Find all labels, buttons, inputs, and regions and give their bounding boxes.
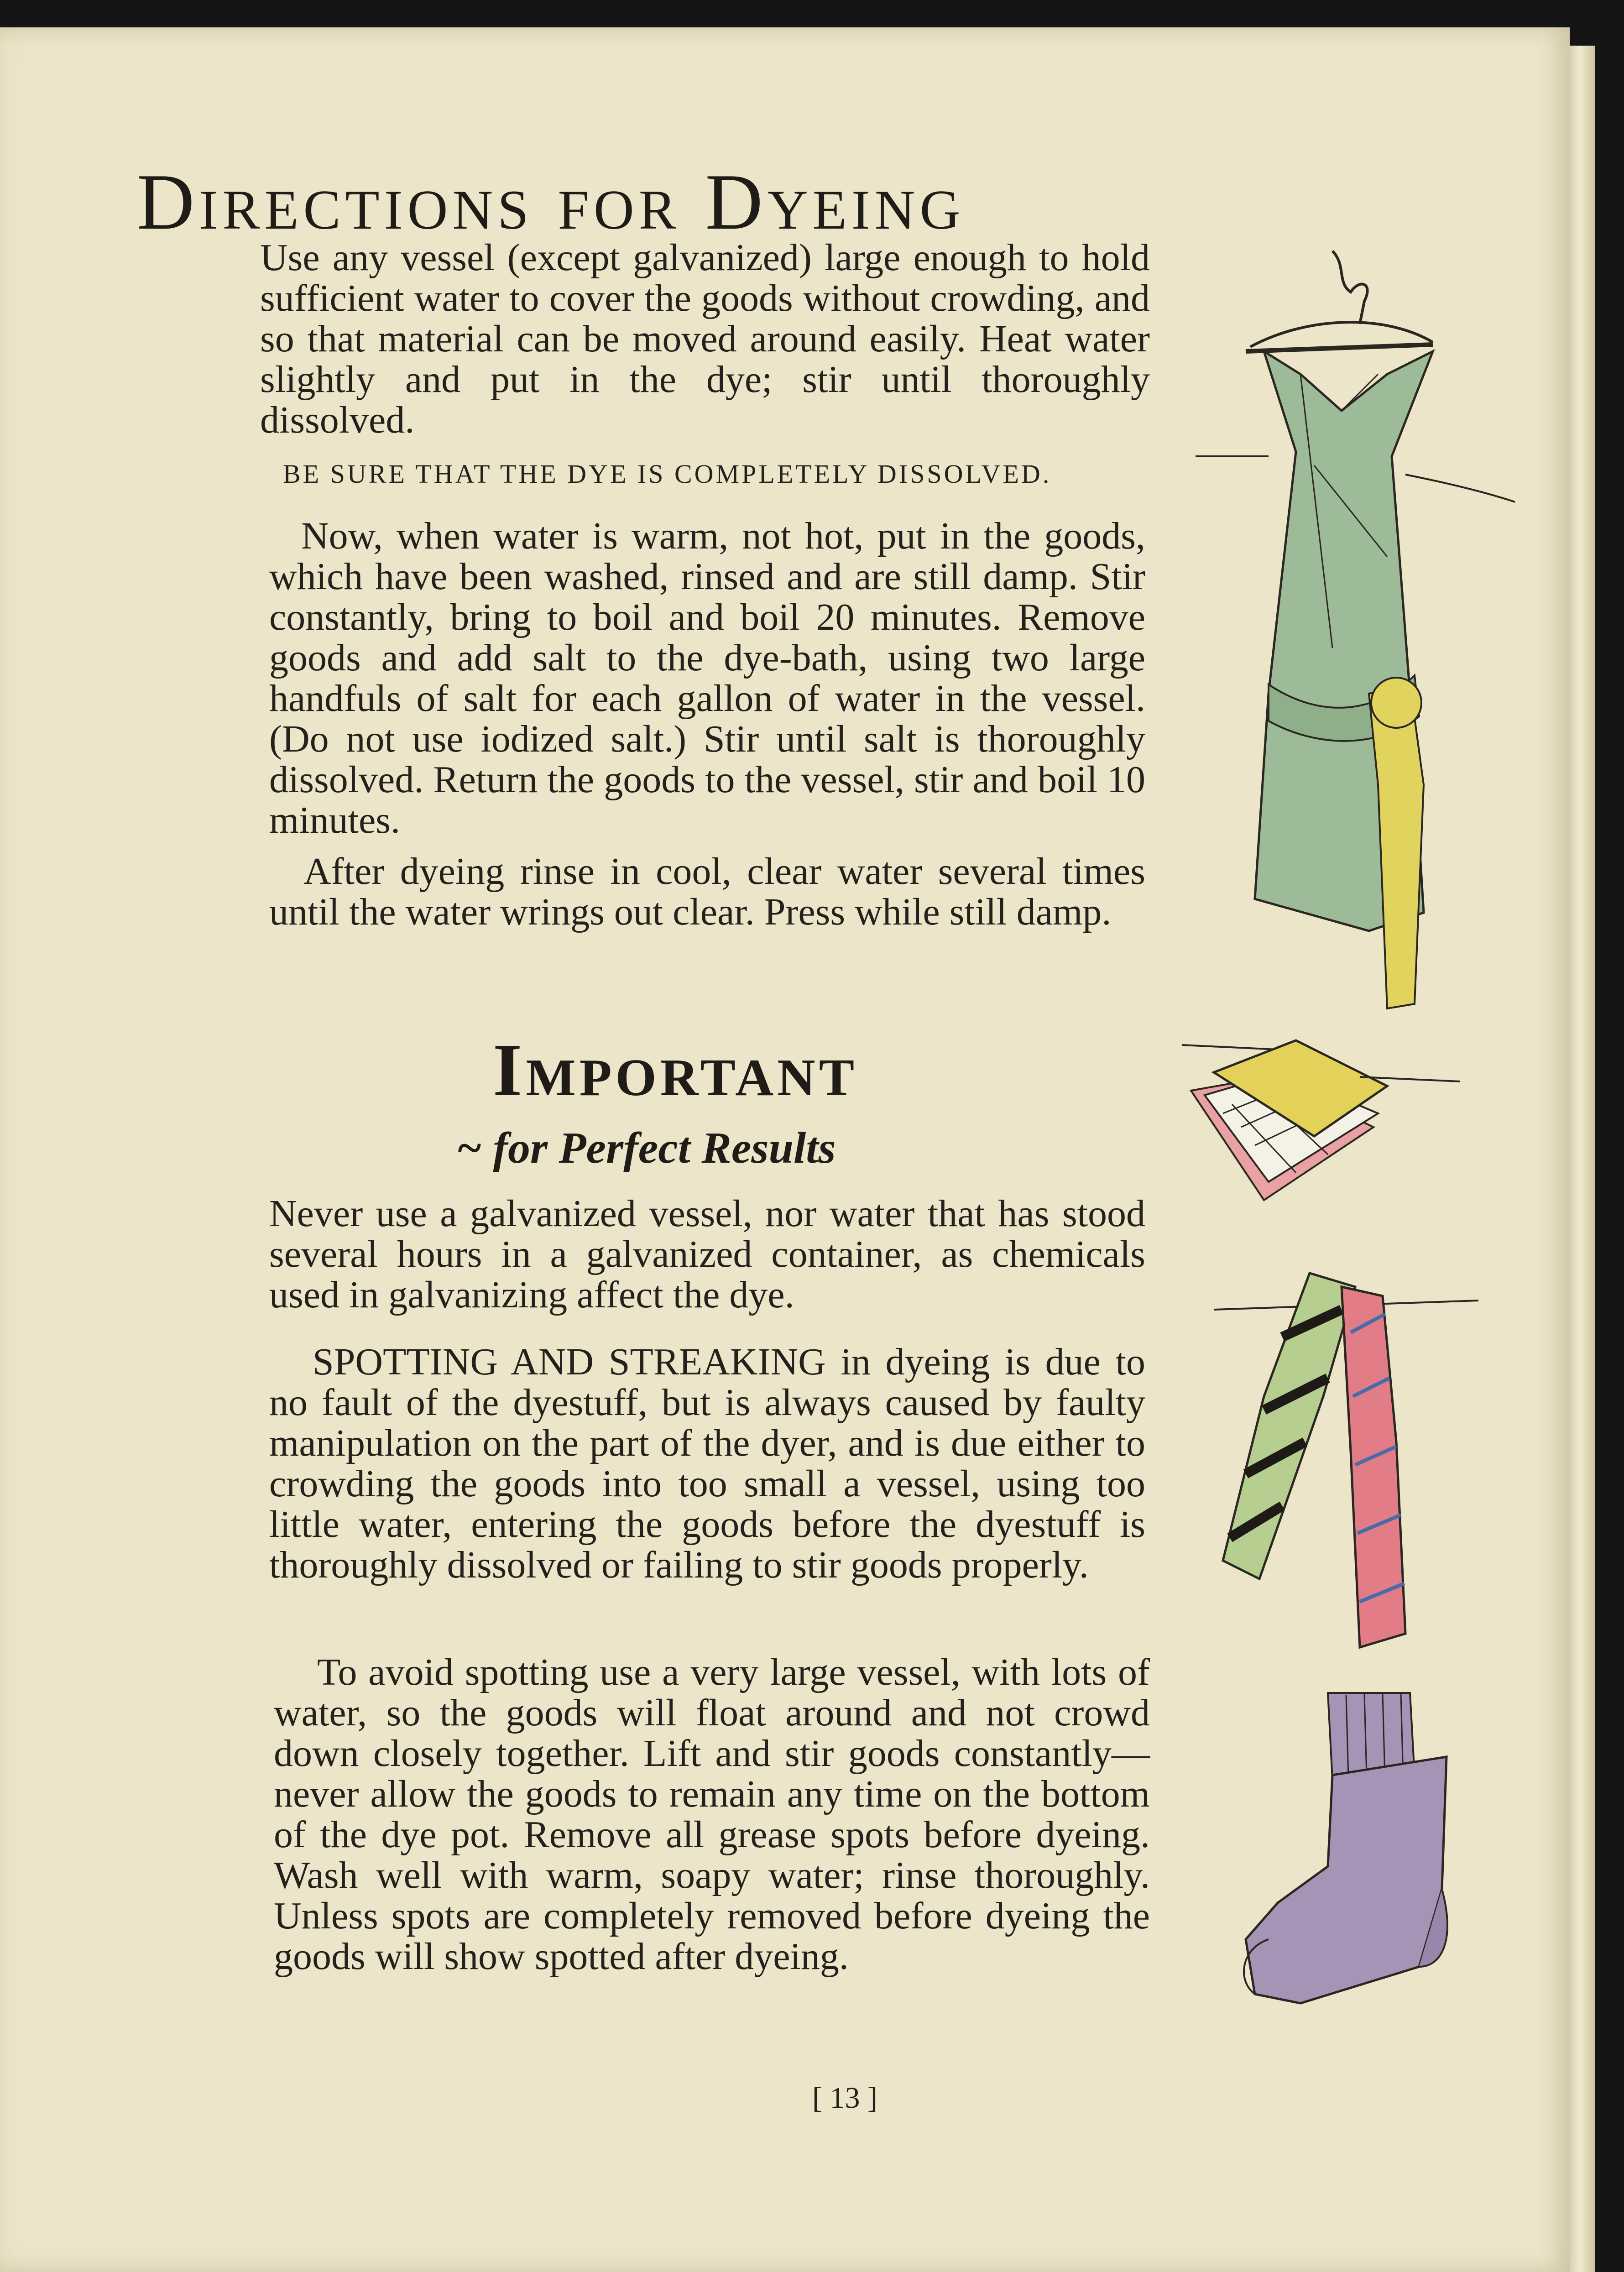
dissolve-note: BE SURE THAT THE DYE IS COMPLETELY DISSOLVED. [283, 459, 1052, 489]
page-number: [ 13 ] [812, 2081, 877, 2115]
paragraph-rinse: After dyeing rinse in cool, clear water several times until the water wrings out clear. Press while still damp. [269, 850, 1145, 933]
sock-foot [1246, 1757, 1446, 2003]
important-subtitle: ~ for Perfect Results [456, 1123, 836, 1173]
clothesline-right [1405, 475, 1515, 502]
paragraph-galvanized: Never use a galvanized vessel, nor water that has stood several hours in a galvanized container, as chemicals used in galvanizing affect the dye. [269, 1192, 1145, 1316]
dress-illustration [1196, 237, 1542, 1013]
paragraph-process: Now, when water is warm, not hot, put in the goods, which have been washed, rinsed and are still damp. Stir constantly, bring to boil and boil 20 minutes. Remove goods and add salt to the dye-bath, using two large handfuls of salt for each gallon of water in the vessel. (Do not use iodized salt.) Stir until salt is thoroughly dissolved. Return the goods to the vessel, stir and boil 10 minutes. [269, 515, 1145, 841]
hanger-icon [1246, 251, 1433, 351]
neckties-illustration [1205, 1259, 1478, 1661]
handkerchiefs-illustration [1177, 1036, 1469, 1209]
paragraph-vessel: Use any vessel (except galvanized) large enough to hold sufficient water to cover the goods without crowding, and so that material can be moved around easily. Heat water slightly and put in the dye; stir until thoroughly dissolved. [260, 236, 1150, 441]
important-heading: Important [493, 1028, 858, 1112]
pink-tie [1342, 1287, 1405, 1647]
page-edge [1570, 46, 1595, 2272]
sash-rosette [1371, 678, 1421, 728]
sock-illustration [1227, 1684, 1465, 2017]
paragraph-spotting: SPOTTING AND STREAKING in dyeing is due to no fault of the dyestuff, but is always caused by faulty manipulation on the part of the dyer, and is due either to crowding the goods into too small a vessel, using too little water, entering the goods before the dyestuff is thoroughly dissolved or failing to stir goods properly. [269, 1341, 1145, 1586]
page-title: Directions for Dyeing [137, 157, 965, 246]
paragraph-avoid: To avoid spotting use a very large vessel, with lots of water, so the goods will float around and not crowd down closely together. Lift and stir goods constantly—never allow the goods to remain any time on the bottom of the dye pot. Remove all grease spots before dyeing. Wash well with warm, soapy water; rinse thoroughly. Unless spots are completely removed before dyeing the goods will show spotted after dyeing. [274, 1651, 1150, 1978]
line-left [1182, 1045, 1278, 1050]
